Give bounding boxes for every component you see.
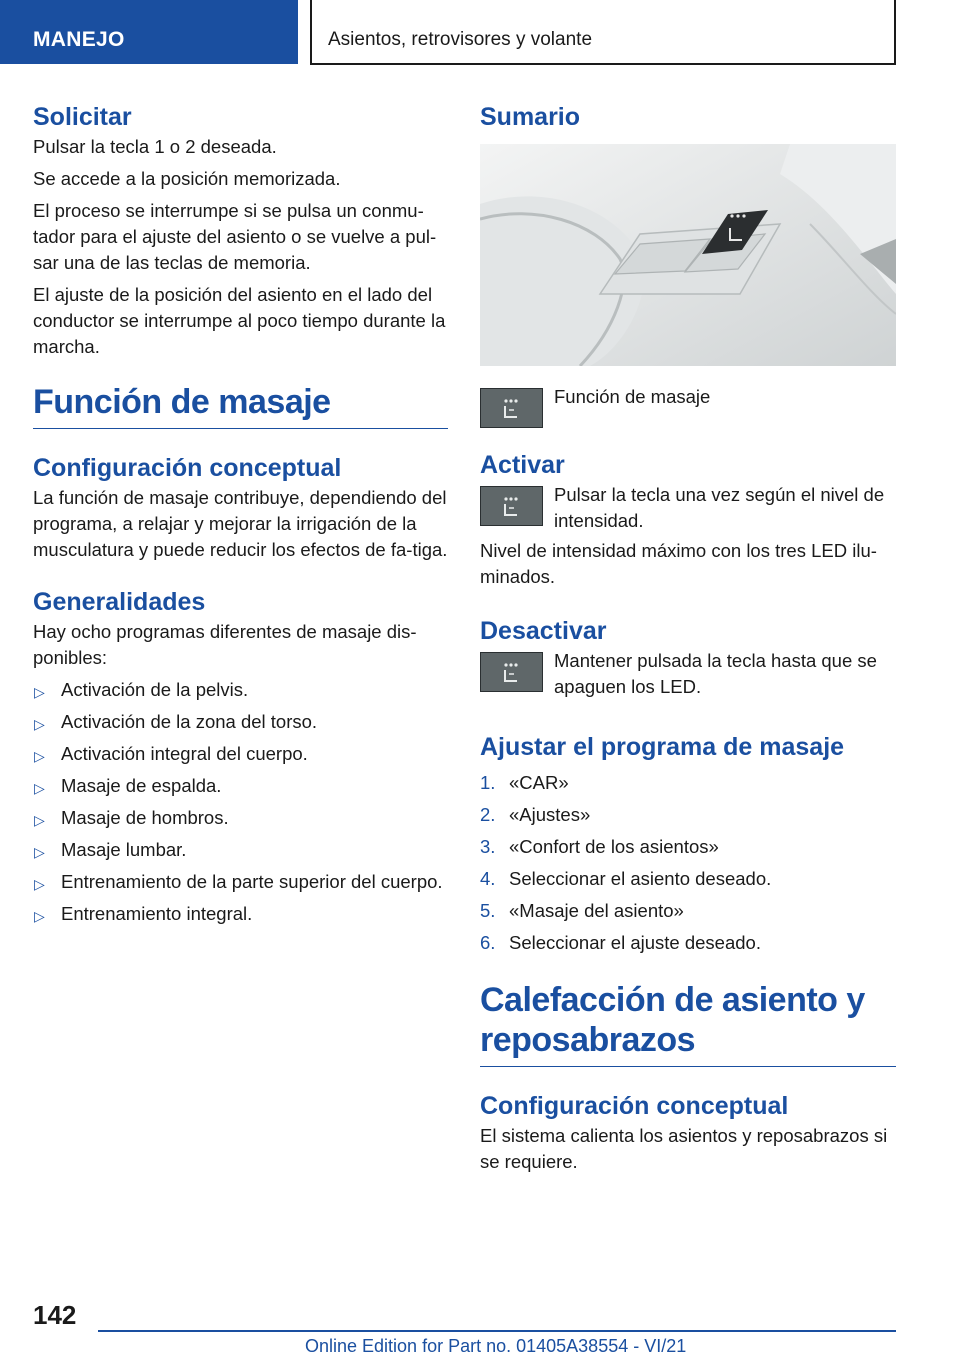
list-item: ▷ Masaje lumbar. [33, 837, 448, 863]
header-chapter-box [310, 0, 896, 65]
header-chapter-label: Asientos, retrovisores y volante [328, 29, 593, 50]
triangle-bullet-icon: ▷ [34, 876, 45, 892]
steps-list [480, 770, 896, 956]
list-item: ▷ Entrenamiento integral. [33, 901, 448, 927]
heading-generalidades: Generalidades [33, 588, 206, 616]
generalidades-text: Hay ocho programas diferentes de masaje dis‐ponibles: [33, 621, 417, 668]
solicitar-p2: Se accede a la posición memorizada. [33, 168, 341, 189]
header-section-tab [0, 0, 298, 64]
desactivar-icon-row [480, 648, 896, 700]
seat-massage-icon [480, 388, 543, 428]
heading-calefaccion-concept: Configuración conceptual [480, 1092, 789, 1120]
desactivar-icon-text: Mantener pulsada la tecla hasta que se apaguen los LED. [554, 650, 877, 697]
heading-desactivar: Desactivar [480, 617, 607, 645]
page-number: 142 [33, 1300, 77, 1330]
triangle-bullet-icon: ▷ [34, 748, 45, 764]
list-item: 4. Seleccionar el asiento deseado. [480, 868, 772, 889]
heading-activar: Activar [480, 451, 565, 479]
heading-sumario: Sumario [480, 103, 581, 131]
door-panel-illustration [480, 144, 896, 366]
footer-edition: Online Edition for Part no. 01405A38554 - VI/21 [305, 1336, 687, 1356]
solicitar-p4: El ajuste de la posición del asiento en el lado del conductor se interrumpe al poco tiempo durante la marcha. [33, 284, 446, 357]
list-item: ▷ Entrenamiento de la parte superior del cuerpo. [33, 869, 448, 895]
section-masaje-header [33, 382, 448, 429]
heading-calefaccion: Calefacción de asiento y reposabrazos [480, 981, 865, 1059]
list-item: ▷ Masaje de espalda. [33, 773, 448, 799]
triangle-bullet-icon: ▷ [34, 908, 45, 924]
list-item: 5. «Masaje del asiento» [480, 900, 684, 921]
list-item: 2. «Ajustes» [480, 804, 591, 825]
right-column [480, 100, 896, 1175]
list-item: 6. Seleccionar el ajuste deseado. [480, 932, 761, 953]
triangle-bullet-icon: ▷ [34, 812, 45, 828]
left-column [33, 100, 448, 933]
section-calefaccion-header [480, 980, 896, 1067]
activar-text: Nivel de intensidad máximo con los tres LED ilu‐minados. [480, 540, 877, 587]
list-item: ▷ Masaje de hombros. [33, 805, 448, 831]
list-item: 1. «CAR» [480, 772, 569, 793]
heading-funcion-masaje: Función de masaje [33, 383, 331, 421]
heading-config-conceptual: Configuración conceptual [33, 454, 342, 482]
triangle-bullet-icon: ▷ [34, 844, 45, 860]
sumario-icon-label: Función de masaje [554, 386, 711, 407]
masaje-concept-text: La función de masaje contribuye, dependiendo del programa, a relajar y mejorar la irrigación de la musculatura y puede reducir los efectos de fa‐tiga. [33, 487, 448, 560]
activar-icon-text: Pulsar la tecla una vez según el nivel de intensidad. [554, 484, 885, 531]
heading-solicitar: Solicitar [33, 103, 132, 131]
list-item: 3. «Confort de los asientos» [480, 836, 719, 857]
triangle-bullet-icon: ▷ [34, 684, 45, 700]
seat-controls-photo [480, 144, 896, 366]
list-item: ▷ Activación de la zona del torso. [33, 709, 448, 735]
calefaccion-concept-text: El sistema calienta los asientos y reposabrazos si se requiere. [480, 1125, 888, 1172]
heading-ajustar-programa: Ajustar el programa de masaje [480, 733, 845, 761]
program-list [33, 677, 448, 927]
seat-massage-icon [480, 486, 543, 526]
seat-massage-icon [480, 652, 543, 692]
list-item: ▷ Activación integral del cuerpo. [33, 741, 448, 767]
triangle-bullet-icon: ▷ [34, 716, 45, 732]
footer-rule [98, 1330, 896, 1332]
sumario-icon-row [480, 384, 896, 424]
header-section-label: MANEJO [33, 28, 125, 51]
solicitar-p3: El proceso se interrumpe si se pulsa un conmu‐tador para el ajuste del asiento o se vuelve a pul‐sar una de las teclas de memoria. [33, 200, 437, 273]
triangle-bullet-icon: ▷ [34, 780, 45, 796]
list-item: ▷ Activación de la pelvis. [33, 677, 448, 703]
activar-icon-row [480, 482, 896, 534]
solicitar-p1: Pulsar la tecla 1 o 2 deseada. [33, 136, 277, 157]
